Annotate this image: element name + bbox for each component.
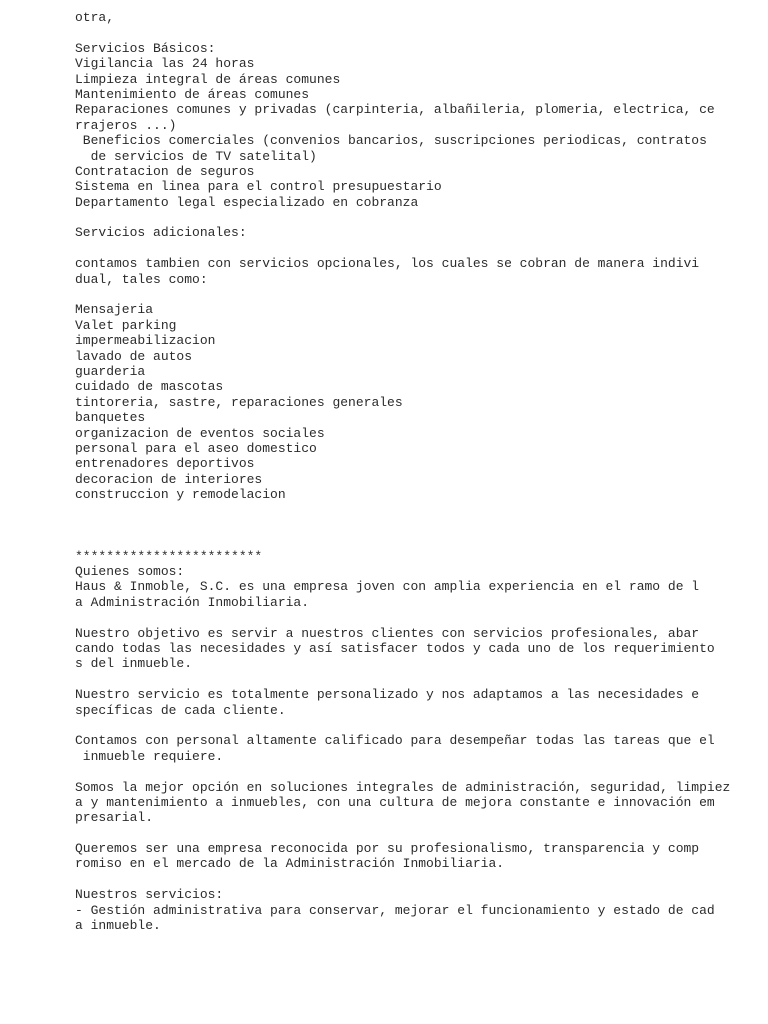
text-line: lavado de autos (75, 348, 193, 364)
text-line: construccion y remodelacion (75, 487, 286, 503)
text-line: Mensajeria (75, 302, 154, 318)
text-line: Servicios Básicos: (75, 40, 216, 56)
text-line: Nuestros servicios: (75, 887, 224, 903)
text-line: Sistema en linea para el control presupuestario (75, 179, 442, 195)
text-line (75, 210, 755, 225)
text-line (75, 287, 755, 302)
text-line (75, 25, 755, 40)
text-line: ************************ (75, 548, 263, 564)
text-line: Beneficios comerciales (convenios bancarios, suscripciones periodicas, contratos (75, 133, 707, 149)
text-line: Limpieza integral de áreas comunes (75, 71, 341, 87)
text-line: Haus & Inmoble, S.C. es una empresa joven con amplia experiencia en el ramo de l (75, 579, 700, 595)
text-line: otra, (75, 10, 115, 25)
text-line: dual, tales como: (75, 271, 208, 287)
text-line: Queremos ser una empresa reconocida por su profesionalismo, transparencia y comp (75, 841, 700, 857)
text-line (75, 826, 755, 841)
text-line: a inmueble. (75, 918, 161, 934)
text-line (75, 533, 755, 548)
text-line: Nuestro objetivo es servir a nuestros clientes con servicios profesionales, abar (75, 625, 700, 641)
text-line (75, 872, 755, 887)
text-line: guarderia (75, 363, 146, 379)
text-line (75, 241, 755, 256)
text-line: romiso en el mercado de la Administración Inmobiliaria. (75, 856, 505, 872)
text-line (75, 718, 755, 733)
text-line: contamos tambien con servicios opcionales, los cuales se cobran de manera indivi (75, 256, 700, 272)
text-line: s del inmueble. (75, 656, 193, 672)
document-body (75, 10, 755, 933)
text-line: Reparaciones comunes y privadas (carpinteria, albañileria, plomeria, electrica, ce (75, 102, 715, 118)
text-line: banquetes (75, 410, 146, 426)
text-line: Quienes somos: (75, 564, 185, 580)
text-line: personal para el aseo domestico (75, 440, 317, 456)
text-line: Vigilancia las 24 horas (75, 56, 255, 72)
text-line: Valet parking (75, 317, 177, 333)
text-line (75, 764, 755, 779)
text-line: Contamos con personal altamente calificado para desempeñar todas las tareas que el (75, 733, 715, 749)
text-line: impermeabilizacion (75, 333, 216, 349)
text-line: - Gestión administrativa para conservar, mejorar el funcionamiento y estado de cad (75, 902, 715, 918)
text-line: a y mantenimiento a inmuebles, con una cultura de mejora constante e innovación em (75, 794, 715, 810)
text-line: Servicios adicionales: (75, 225, 247, 241)
text-line: de servicios de TV satelital) (75, 148, 317, 164)
text-line: inmueble requiere. (75, 748, 224, 764)
text-line: Contratacion de seguros (75, 163, 255, 179)
text-line: Nuestro servicio es totalmente personalizado y nos adaptamos a las necesidades e (75, 687, 700, 703)
text-line (75, 503, 755, 518)
text-line: cuidado de mascotas (75, 379, 224, 395)
text-line: tintoreria, sastre, reparaciones generales (75, 394, 403, 410)
text-line: entrenadores deportivos (75, 456, 255, 472)
text-line: a Administración Inmobiliaria. (75, 594, 310, 610)
text-line: Mantenimiento de áreas comunes (75, 86, 310, 102)
text-line: cando todas las necesidades y así satisfacer todos y cada uno de los requerimiento (75, 641, 715, 657)
text-line: Somos la mejor opción en soluciones integrales de administración, seguridad, limpiez (75, 779, 731, 795)
text-line (75, 518, 755, 533)
text-line: presarial. (75, 810, 154, 826)
text-line (75, 610, 755, 625)
text-line: specíficas de cada cliente. (75, 702, 286, 718)
text-line: organizacion de eventos sociales (75, 425, 325, 441)
text-line: decoracion de interiores (75, 471, 263, 487)
text-line (75, 672, 755, 687)
text-line: rrajeros ...) (75, 117, 177, 133)
text-line: Departamento legal especializado en cobranza (75, 194, 419, 210)
